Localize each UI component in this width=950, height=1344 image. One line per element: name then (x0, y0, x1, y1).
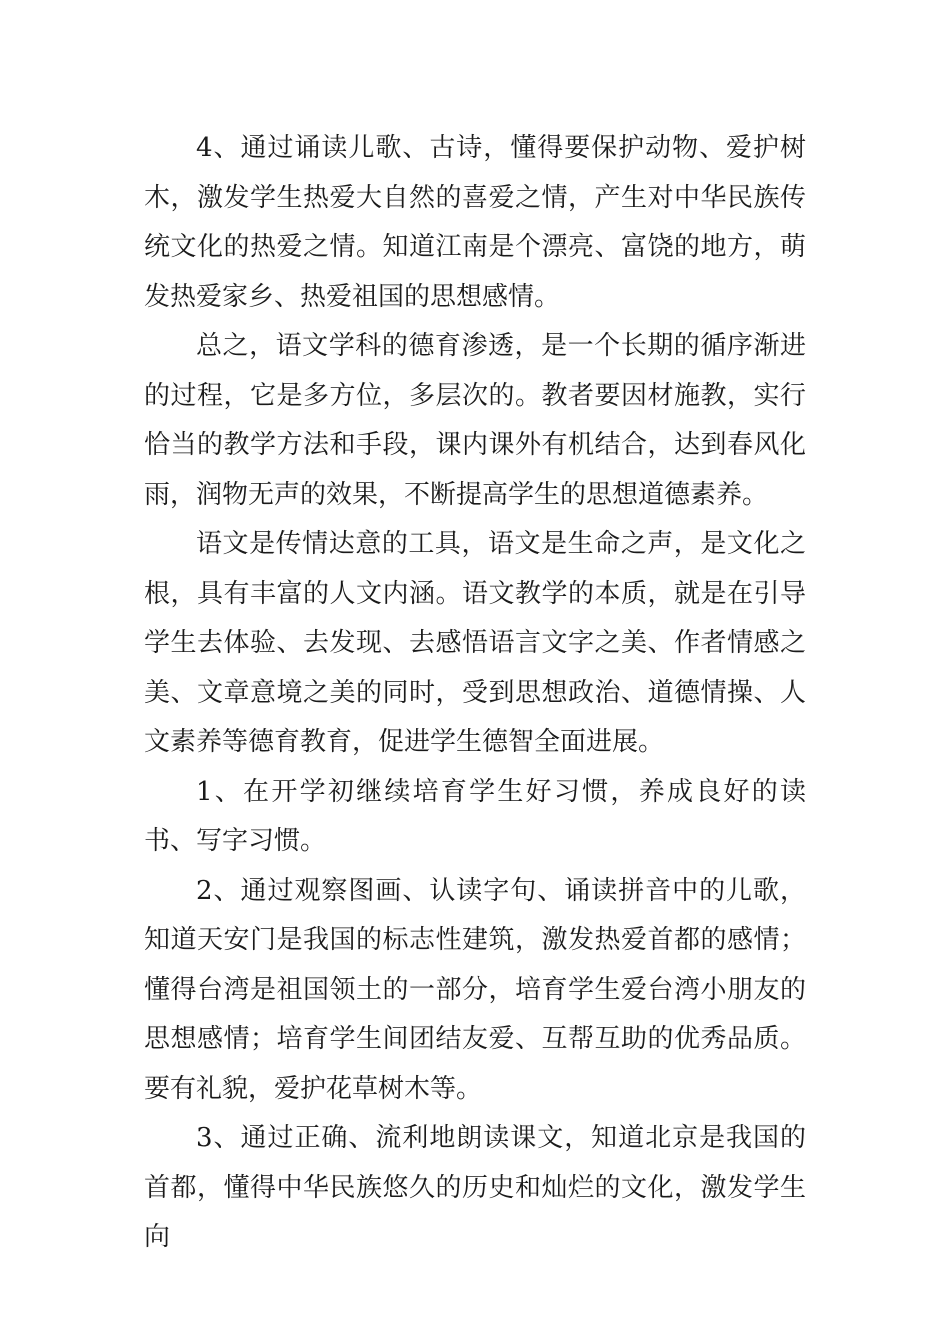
paragraph-summary: 总之，语文学科的德育渗透，是一个长期的循序渐进的过程，它是多方位，多层次的。教者要因材施教，实行恰当的教学方法和手段，课内课外有机结合，达到春风化雨，润物无声的效果，不断提高学生的思想道德素养。 (144, 331, 806, 510)
paragraph-item-3: 3、通过正确、流利地朗读课文，知道北京是我国的首都，懂得中华民族悠久的历史和灿烂的文化，激发学生向 (144, 1123, 806, 1252)
paragraph-item-1: 1、在开学初继续培育学生好习惯，养成良好的读书、写字习惯。 (144, 776, 806, 856)
paragraph-item-4: 4、通过诵读儿歌、古诗，懂得要保护动物、爱护树木，激发学生热爱大自然的喜爱之情，产生对中华民族传统文化的热爱之情。知道江南是个漂亮、富饶的地方，萌发热爱家乡、热爱祖国的思想感情。 (144, 133, 806, 312)
paragraph-chinese-intro: 语文是传情达意的工具，语文是生命之声，是文化之根，具有丰富的人文内涵。语文教学的本质，就是在引导学生去体验、去发现、去感悟语言文字之美、作者情感之美、文章意境之美的同时，受到思想政治、道德情操、人文素养等德育教育，促进学生德智全面进展。 (144, 529, 806, 757)
document-body (144, 124, 806, 1263)
paragraph-item-2: 2、通过观察图画、认读字句、诵读拼音中的儿歌，知道天安门是我国的标志性建筑，激发热爱首都的感情；懂得台湾是祖国领土的一部分，培育学生爱台湾小朋友的思想感情；培育学生间团结友爱、互帮互助的优秀品质。要有礼貌，爱护花草树木等。 (144, 875, 806, 1104)
